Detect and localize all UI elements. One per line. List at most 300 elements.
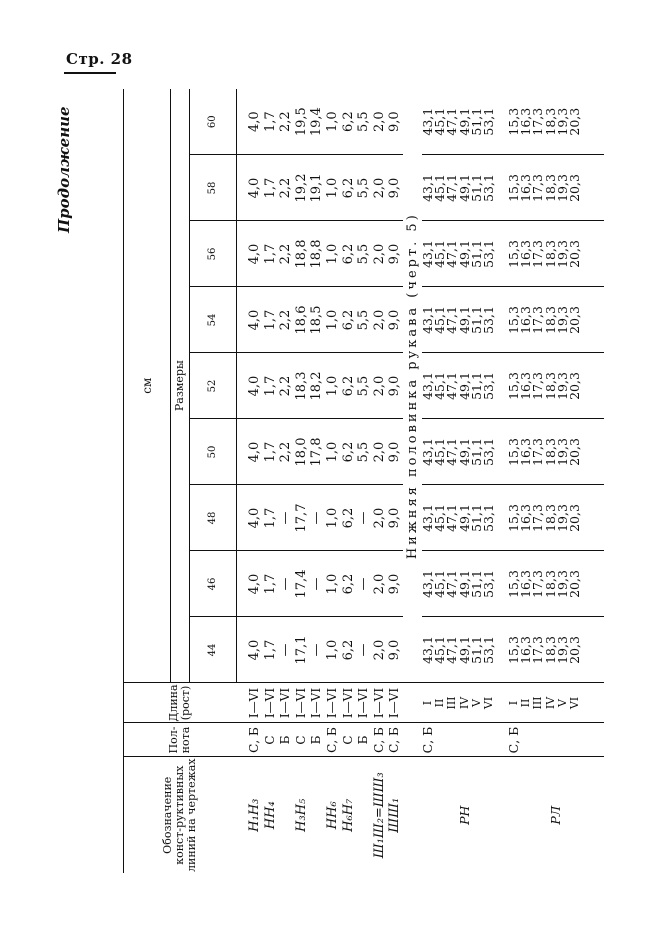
value-cell: 9,0: [387, 551, 403, 617]
value-cell: —: [309, 617, 325, 683]
length-item: I: [420, 700, 434, 706]
length-item: II: [519, 698, 533, 708]
value-cell: 1,0: [325, 155, 341, 221]
section-row: [403, 89, 422, 873]
value-cell: 19,2: [294, 155, 310, 221]
value-item: 51,1: [468, 570, 484, 598]
value-cell: 18,5: [309, 287, 325, 353]
value-item: 51,1: [468, 306, 484, 334]
size-col-header: 54: [190, 287, 237, 353]
value-cell: 2,0: [372, 617, 388, 683]
value-list: [505, 221, 604, 287]
value-item: 16,3: [518, 240, 534, 268]
value-cell: 2,0: [372, 221, 388, 287]
line-designation: Н₁Н₃: [246, 798, 262, 832]
value-cell: —: [278, 617, 294, 683]
length-item: IV: [457, 696, 471, 710]
value-list: [419, 617, 508, 683]
value-cell: 6,2: [341, 551, 357, 617]
value-cell: 9,0: [387, 287, 403, 353]
value-cell: 1,0: [325, 221, 341, 287]
value-item: 18,3: [542, 438, 558, 466]
value-cell: 2,0: [372, 353, 388, 419]
value-item: 17,3: [530, 107, 546, 136]
value-item: 16,3: [518, 306, 534, 334]
designation-header: Обозначение конст-руктивных линий на чертежах: [124, 757, 237, 873]
value-item: 49,1: [456, 570, 472, 598]
value-cell: —: [278, 551, 294, 617]
value-cell: —: [356, 617, 372, 683]
value-cell: 6,2: [341, 155, 357, 221]
length-item: III: [531, 696, 545, 710]
length-header: Длина (рост): [124, 683, 237, 723]
value-item: 53,1: [480, 240, 496, 268]
value-cell: 1,0: [325, 353, 341, 419]
value-item: 51,1: [468, 372, 484, 400]
value-item: 53,1: [480, 570, 496, 598]
value-item: 45,1: [432, 174, 448, 202]
value-list: [505, 419, 604, 485]
value-cell: 1,7: [263, 155, 279, 221]
value-cell: 9,0: [387, 155, 403, 221]
length-cell: I—VI: [294, 683, 310, 723]
value-list: [505, 155, 604, 221]
length-item: I: [506, 700, 520, 706]
value-item: 51,1: [468, 174, 484, 202]
value-cell: —: [309, 485, 325, 551]
table-row: [325, 89, 341, 873]
value-list: [505, 485, 604, 551]
value-item: 20,3: [566, 240, 582, 268]
value-item: 16,3: [518, 372, 534, 400]
value-cell: 6,2: [341, 221, 357, 287]
table-row: [294, 89, 310, 873]
line-designation: Н₃Н₅: [293, 798, 309, 832]
value-cell: 17,7: [294, 485, 310, 551]
table-body: [237, 89, 604, 873]
value-item: 15,3: [505, 107, 521, 136]
line-designation: Н₆Н₇: [340, 798, 356, 832]
value-item: 20,3: [566, 306, 582, 334]
value-item: 43,1: [419, 107, 435, 136]
value-item: 20,3: [566, 570, 582, 598]
value-cell: 9,0: [387, 485, 403, 551]
value-item: 45,1: [432, 504, 448, 532]
value-cell: 18,3: [294, 353, 310, 419]
value-cell: 4,0: [237, 617, 263, 683]
value-item: 17,3: [530, 570, 546, 598]
value-cell: 2,0: [372, 485, 388, 551]
value-item: 43,1: [419, 438, 435, 466]
value-item: 47,1: [444, 306, 460, 334]
value-item: 51,1: [468, 240, 484, 268]
value-cell: 9,0: [387, 221, 403, 287]
line-designation: НН₆: [324, 801, 340, 830]
value-item: 45,1: [432, 636, 448, 664]
value-item: 19,3: [554, 372, 570, 400]
value-cell: 2,0: [372, 89, 388, 155]
value-item: 15,3: [505, 174, 521, 202]
value-item: 43,1: [419, 570, 435, 598]
length-cell: I—VI: [278, 683, 294, 723]
value-item: 53,1: [480, 504, 496, 532]
value-item: 45,1: [432, 306, 448, 334]
fullness-cell: С: [294, 723, 310, 757]
value-cell: 9,0: [387, 353, 403, 419]
value-cell: 1,7: [263, 485, 279, 551]
value-item: 15,3: [505, 438, 521, 466]
value-item: 18,3: [542, 504, 558, 532]
value-cell: 18,6: [294, 287, 310, 353]
value-item: 15,3: [505, 636, 521, 664]
line-designation: РН: [456, 805, 472, 825]
fullness-cell: Б: [278, 723, 294, 757]
value-item: 18,3: [542, 570, 558, 598]
value-item: 53,1: [480, 372, 496, 400]
line-designation: ШШ₁: [387, 797, 403, 833]
value-cell: 2,2: [278, 353, 294, 419]
value-item: 49,1: [456, 372, 472, 400]
value-item: 20,3: [566, 504, 582, 532]
value-item: 16,3: [518, 570, 534, 598]
value-cell: 1,0: [325, 287, 341, 353]
value-cell: 9,0: [387, 89, 403, 155]
value-cell: 5,5: [356, 221, 372, 287]
value-item: 49,1: [456, 438, 472, 466]
value-cell: 17,8: [309, 419, 325, 485]
length-item: VI: [567, 696, 581, 710]
value-item: 49,1: [456, 504, 472, 532]
value-cell: —: [309, 551, 325, 617]
length-item: IV: [543, 696, 557, 710]
value-cell: 1,7: [263, 551, 279, 617]
value-cell: 19,4: [309, 89, 325, 155]
value-cell: 2,2: [278, 155, 294, 221]
value-cell: 18,2: [309, 353, 325, 419]
value-cell: 6,2: [341, 353, 357, 419]
value-item: 45,1: [432, 438, 448, 466]
value-item: 51,1: [468, 438, 484, 466]
table-row: [263, 89, 279, 873]
fullness-cell: С, Б: [325, 723, 341, 757]
value-cell: 2,0: [372, 155, 388, 221]
value-cell: 1,7: [263, 353, 279, 419]
value-item: 53,1: [480, 636, 496, 664]
value-cell: 5,5: [356, 419, 372, 485]
value-item: 15,3: [505, 504, 521, 532]
table-row: [372, 89, 388, 873]
value-item: 17,3: [530, 438, 546, 466]
line-designation: [278, 757, 294, 873]
length-item: V: [469, 699, 483, 707]
value-cell: 17,1: [294, 617, 310, 683]
value-cell: 2,0: [372, 287, 388, 353]
fullness-cell: С, Б: [508, 723, 604, 757]
length-item: II: [433, 698, 447, 708]
value-list: [419, 221, 508, 287]
value-item: 47,1: [444, 636, 460, 664]
value-cell: 18,8: [309, 221, 325, 287]
value-list: [419, 353, 508, 419]
value-cell: 1,7: [263, 419, 279, 485]
value-item: 45,1: [432, 107, 448, 136]
value-item: 17,3: [530, 306, 546, 334]
length-cell: I—VI: [387, 683, 403, 723]
table-row: [341, 89, 357, 873]
value-item: 49,1: [456, 174, 472, 202]
value-item: 19,3: [554, 570, 570, 598]
value-item: 19,3: [554, 107, 570, 136]
group-row: [422, 89, 508, 873]
table-row: [278, 89, 294, 873]
value-item: 17,3: [530, 636, 546, 664]
value-item: 43,1: [419, 636, 435, 664]
value-cell: —: [356, 485, 372, 551]
value-cell: 1,7: [263, 221, 279, 287]
value-item: 20,3: [566, 174, 582, 202]
value-item: 49,1: [456, 636, 472, 664]
value-item: 47,1: [444, 372, 460, 400]
length-cell: I—VI: [309, 683, 325, 723]
value-item: 20,3: [566, 636, 582, 664]
value-item: 47,1: [444, 240, 460, 268]
line-designation: [356, 757, 372, 873]
size-col-header: 48: [190, 485, 237, 551]
value-cell: 4,0: [237, 353, 263, 419]
size-col-header: 60: [190, 89, 237, 155]
value-item: 47,1: [444, 504, 460, 532]
unit-header: см: [124, 89, 171, 683]
value-cell: 4,0: [237, 551, 263, 617]
table-row: [237, 89, 263, 873]
length-cell: I—VI: [263, 683, 279, 723]
value-item: 17,3: [530, 372, 546, 400]
value-cell: 19,5: [294, 89, 310, 155]
sizes-header: Размеры: [171, 89, 190, 683]
section-blank: [403, 757, 422, 873]
value-cell: 1,0: [325, 89, 341, 155]
fullness-cell: С, Б: [422, 723, 508, 757]
value-cell: —: [278, 485, 294, 551]
continuation-label: Продолжение: [55, 106, 73, 233]
value-item: 15,3: [505, 306, 521, 334]
value-cell: 1,0: [325, 485, 341, 551]
value-cell: 5,5: [356, 353, 372, 419]
value-cell: 2,2: [278, 89, 294, 155]
value-cell: 4,0: [237, 155, 263, 221]
value-item: 43,1: [419, 306, 435, 334]
value-list: [419, 551, 508, 617]
value-item: 18,3: [542, 174, 558, 202]
line-designation: РЛ: [547, 805, 563, 825]
size-col-header: 44: [190, 617, 237, 683]
value-list: [505, 89, 604, 155]
value-item: 20,3: [566, 372, 582, 400]
value-item: 45,1: [432, 240, 448, 268]
rotated-table-container: [55, 93, 603, 873]
value-item: 16,3: [518, 107, 534, 136]
length-cell: I—VI: [325, 683, 341, 723]
value-cell: 1,7: [263, 617, 279, 683]
value-cell: 9,0: [387, 617, 403, 683]
size-col-header: 52: [190, 353, 237, 419]
value-list: [419, 419, 508, 485]
value-cell: 6,2: [341, 419, 357, 485]
fullness-cell: С: [341, 723, 357, 757]
value-item: 17,3: [530, 504, 546, 532]
value-cell: 4,0: [237, 419, 263, 485]
line-designation: Ш₁Ш₂=ШШ₃: [371, 772, 387, 859]
value-cell: 4,0: [237, 287, 263, 353]
value-item: 19,3: [554, 306, 570, 334]
section-title: Нижняя половинка рукава (черт. 5): [403, 89, 422, 683]
table-row: [309, 89, 325, 873]
value-item: 53,1: [480, 438, 496, 466]
value-cell: 6,2: [341, 485, 357, 551]
length-cell: I—VI: [341, 683, 357, 723]
size-col-header: 46: [190, 551, 237, 617]
value-item: 49,1: [456, 107, 472, 136]
table-row: [356, 89, 372, 873]
page-number-rule: [64, 72, 116, 74]
value-cell: 19,1: [309, 155, 325, 221]
fullness-cell: С: [263, 723, 279, 757]
value-item: 15,3: [505, 240, 521, 268]
value-item: 17,3: [530, 174, 546, 202]
value-item: 18,3: [542, 372, 558, 400]
length-cell: I—VI: [372, 683, 388, 723]
line-designation: НН₄: [262, 801, 278, 830]
value-item: 15,3: [505, 372, 521, 400]
length-item: III: [445, 696, 459, 710]
value-list: [419, 287, 508, 353]
value-item: 53,1: [480, 174, 496, 202]
sizes-table: [123, 89, 604, 873]
length-list: [508, 683, 604, 723]
value-item: 19,3: [554, 438, 570, 466]
value-item: 20,3: [566, 107, 582, 136]
value-item: 16,3: [518, 174, 534, 202]
value-cell: 2,2: [278, 287, 294, 353]
fullness-cell: Б: [356, 723, 372, 757]
value-cell: 1,7: [263, 287, 279, 353]
value-cell: 2,2: [278, 221, 294, 287]
value-item: 19,3: [554, 174, 570, 202]
value-list: [505, 353, 604, 419]
size-col-header: 58: [190, 155, 237, 221]
value-list: [505, 287, 604, 353]
value-item: 53,1: [480, 107, 496, 136]
group-row: [508, 89, 604, 873]
value-cell: 18,0: [294, 419, 310, 485]
fullness-header: Пол-нота: [124, 723, 237, 757]
page-number: Стр. 28: [66, 50, 133, 68]
value-item: 16,3: [518, 636, 534, 664]
length-item: VI: [481, 696, 495, 710]
value-item: 51,1: [468, 504, 484, 532]
value-cell: 6,2: [341, 617, 357, 683]
value-cell: 1,7: [263, 89, 279, 155]
value-cell: 4,0: [237, 485, 263, 551]
fullness-cell: С, Б: [372, 723, 388, 757]
value-item: 19,3: [554, 504, 570, 532]
value-item: 49,1: [456, 240, 472, 268]
value-item: 53,1: [480, 306, 496, 334]
value-item: 18,3: [542, 240, 558, 268]
value-item: 43,1: [419, 240, 435, 268]
value-cell: 5,5: [356, 89, 372, 155]
value-cell: 6,2: [341, 287, 357, 353]
value-item: 47,1: [444, 438, 460, 466]
length-list: [422, 683, 508, 723]
size-col-header: 50: [190, 419, 237, 485]
value-item: 19,3: [554, 240, 570, 268]
value-cell: 1,0: [325, 617, 341, 683]
value-cell: 2,2: [278, 419, 294, 485]
value-list: [419, 155, 508, 221]
value-cell: 2,0: [372, 419, 388, 485]
value-item: 45,1: [432, 372, 448, 400]
value-cell: —: [356, 551, 372, 617]
fullness-cell: Б: [309, 723, 325, 757]
value-item: 51,1: [468, 107, 484, 136]
table-row: [387, 89, 403, 873]
size-col-header: 56: [190, 221, 237, 287]
value-cell: 1,0: [325, 551, 341, 617]
value-cell: 4,0: [237, 89, 263, 155]
value-item: 16,3: [518, 438, 534, 466]
value-cell: 18,8: [294, 221, 310, 287]
fullness-cell: С, Б: [237, 723, 263, 757]
value-item: 18,3: [542, 306, 558, 334]
length-item: V: [555, 699, 569, 707]
value-list: [505, 617, 604, 683]
length-cell: I—VI: [237, 683, 263, 723]
value-list: [419, 485, 508, 551]
section-blank: [403, 683, 422, 723]
value-list: [419, 89, 508, 155]
value-item: 43,1: [419, 504, 435, 532]
value-cell: 17,4: [294, 551, 310, 617]
value-item: 17,3: [530, 240, 546, 268]
value-item: 19,3: [554, 636, 570, 664]
line-designation: [309, 757, 325, 873]
value-item: 18,3: [542, 107, 558, 136]
value-item: 49,1: [456, 306, 472, 334]
value-item: 51,1: [468, 636, 484, 664]
value-item: 47,1: [444, 570, 460, 598]
value-item: 43,1: [419, 174, 435, 202]
value-cell: 5,5: [356, 287, 372, 353]
value-item: 20,3: [566, 438, 582, 466]
length-cell: I—VI: [356, 683, 372, 723]
value-item: 47,1: [444, 107, 460, 136]
value-cell: 2,0: [372, 551, 388, 617]
fullness-cell: С, Б: [387, 723, 403, 757]
value-item: 18,3: [542, 636, 558, 664]
value-item: 15,3: [505, 570, 521, 598]
value-cell: 5,5: [356, 155, 372, 221]
value-item: 43,1: [419, 372, 435, 400]
value-item: 45,1: [432, 570, 448, 598]
value-cell: 1,0: [325, 419, 341, 485]
value-item: 47,1: [444, 174, 460, 202]
value-cell: 4,0: [237, 221, 263, 287]
value-list: [505, 551, 604, 617]
value-cell: 9,0: [387, 419, 403, 485]
value-cell: 6,2: [341, 89, 357, 155]
value-item: 16,3: [518, 504, 534, 532]
